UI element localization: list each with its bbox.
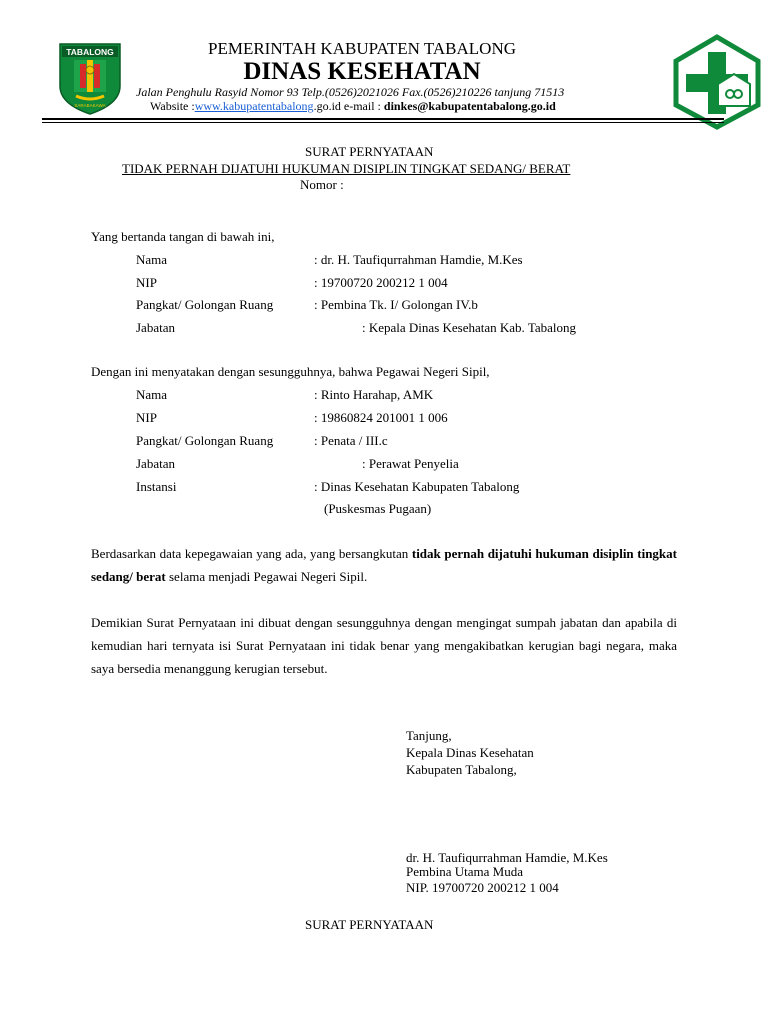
header-divider-thin bbox=[42, 122, 724, 123]
signature-position-2: Kabupaten Tabalong, bbox=[406, 762, 517, 777]
signer-nip-value: : 19700720 200212 1 004 bbox=[314, 275, 448, 290]
website-suffix: .go.id e-mail : bbox=[313, 99, 381, 113]
signer-nip-label: NIP bbox=[136, 275, 157, 290]
signer-rank-value: : Pembina Tk. I/ Golongan IV.b bbox=[314, 297, 478, 312]
header-contact-line bbox=[150, 99, 556, 114]
signatory-nip: NIP. 19700720 200212 1 004 bbox=[406, 880, 559, 895]
signature-place: Tanjung, bbox=[406, 728, 452, 743]
employee-nip-value: : 19860824 201001 1 006 bbox=[314, 410, 448, 425]
website-label: Wabsite : bbox=[150, 99, 195, 113]
employee-position-label: Jabatan bbox=[136, 456, 175, 471]
header-divider-thick bbox=[42, 118, 724, 120]
signer-rank-label: Pangkat/ Golongan Ruang bbox=[136, 297, 274, 312]
signatory-name: dr. H. Taufiqurrahman Hamdie, M.Kes bbox=[406, 850, 608, 865]
employee-rank-value: : Penata / III.c bbox=[314, 433, 388, 448]
health-department-logo bbox=[670, 34, 764, 130]
signer-position-value: : Kepala Dinas Kesehatan Kab. Tabalong bbox=[362, 320, 576, 335]
employee-name-value: : Rinto Harahap, AMK bbox=[314, 387, 434, 402]
svg-text:TABALONG: TABALONG bbox=[66, 47, 114, 57]
statement-text-2: selama menjadi Pegawai Negeri Sipil. bbox=[165, 569, 368, 584]
employee-agency-extra: (Puskesmas Pugaan) bbox=[324, 501, 432, 516]
header-agency-name: DINAS KESEHATAN bbox=[243, 58, 481, 85]
signature-position-1: Kepala Dinas Kesehatan bbox=[406, 745, 534, 760]
header-government-name: PEMERINTAH KABUPATEN TABALONG bbox=[207, 39, 517, 58]
document-title: SURAT PERNYATAAN bbox=[305, 144, 434, 159]
signatory-rank: Pembina Utama Muda bbox=[406, 864, 523, 879]
signer-name-label: Nama bbox=[136, 252, 168, 267]
document-subtitle: TIDAK PERNAH DIJATUHI HUKUMAN DISIPLIN TINGKAT SEDANG/ BERAT bbox=[122, 161, 571, 176]
statement-text-bold: tidak pernah dijatuhi hukuman disiplin tingkat sedang/ berat bbox=[91, 546, 677, 584]
employee-agency-value: : Dinas Kesehatan Kabupaten Tabalong bbox=[314, 479, 520, 494]
employee-nip-label: NIP bbox=[136, 410, 157, 425]
employee-rank-label: Pangkat/ Golongan Ruang bbox=[136, 433, 274, 448]
header-address: Jalan Penghulu Rasyid Nomor 93 Telp.(0526)2021026 Fax.(0526)210226 tanjung 71513 bbox=[136, 85, 565, 99]
website-link[interactable]: www.kabupatentabalong bbox=[194, 99, 314, 113]
svg-text:SARABAKAWA: SARABAKAWA bbox=[74, 103, 106, 108]
closing-paragraph: Demikian Surat Pernyataan ini dibuat dengan sesungguhnya dengan mengingat sumpah jabatan dan apabila di kemudian hari ternyata isi Surat Pernyataan ini tidak benar yang mengakibatkan kerugian bagi negara, maka saya bersedia menanggung kerugian tersebut. bbox=[91, 615, 677, 676]
section1-intro: Yang bertanda tangan di bawah ini, bbox=[91, 229, 275, 244]
employee-name-label: Nama bbox=[136, 387, 168, 402]
section2-intro: Dengan ini menyatakan dengan sesungguhnya, bahwa Pegawai Negeri Sipil, bbox=[91, 364, 490, 379]
employee-agency-label: Instansi bbox=[136, 479, 177, 494]
signer-position-label: Jabatan bbox=[136, 320, 175, 335]
email-address: dinkes@kabupatentabalong.go.id bbox=[383, 99, 556, 113]
statement-paragraph bbox=[91, 542, 677, 588]
next-page-title: SURAT PERNYATAAN bbox=[305, 917, 434, 932]
employee-position-value: : Perawat Penyelia bbox=[362, 456, 459, 471]
signer-name-value: : dr. H. Taufiqurrahman Hamdie, M.Kes bbox=[314, 252, 523, 267]
statement-text-1: Berdasarkan data kepegawaian yang ada, yang bersangkutan bbox=[91, 546, 412, 561]
document-number: Nomor : bbox=[300, 177, 344, 192]
